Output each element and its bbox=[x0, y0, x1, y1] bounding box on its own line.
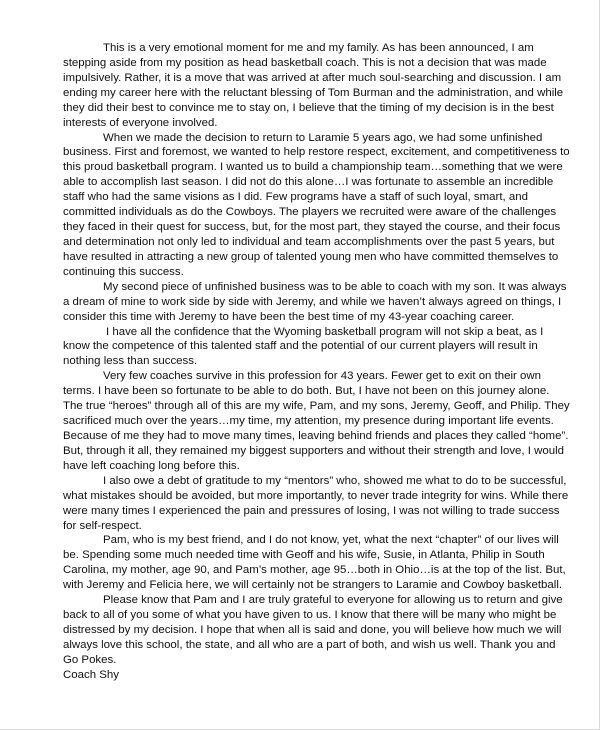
paragraph-next-chapter: Pam, who is my best friend, and I do not know, yet, what the next “chapter” of our lives will be. Spending some much needed time with Geoff and his wife, Susie, in Atlanta, Philip in South Carolina, my mother, age 90, and Pam’s mother, age 95…both in Ohio…is at the top of the list. But, with Jeremy and Felicia here, we will certainly not be strangers to Laramie and Cowboy basketball. bbox=[63, 534, 566, 592]
signature: Coach Shy bbox=[63, 669, 119, 681]
paragraph-mentors: I also owe a debt of gratitude to my “mentors” who, showed me what to do to be successful, what mistakes should be avoided, but more importantly, to never trade integrity for wins. While there were many times I experienced the pain and pressures of losing, I was not willing to trade success for self-respect. bbox=[63, 474, 569, 532]
paragraph-family-heroes: Very few coaches survive in this profession for 43 years. Fewer get to exit on their own terms. I have been so fortunate to be able to do both. But, I have not been on this journey alone. The true “heroes” through all of this are my wife, Pam, and my sons, Jeremy, Geoff, and Philip. They sacrificed much over the years…my time, my attention, my presence during important life events. Because of me they had to move many times, leaving behind friends and places they called “home”. But, through it all, they remained my biggest supporters and without their strength and love, I would have left coaching long before this. bbox=[63, 370, 570, 472]
paragraph-announcement: This is a very emotional moment for me and my family. As has been announced, I am stepping aside from my position as head basketball coach. This is not a decision that was made impulsively. Rather, it is a move that was arrived at after much soul-searching and discussion. I am ending my career here with the reluctant blessing of Tom Burman and the administration, and while they did their best to convince me to stay on, I believe that the timing of my decision is in the best interests of everyone involved. bbox=[63, 42, 564, 129]
paragraph-return-to-laramie: When we made the decision to return to Laramie 5 years ago, we had some unfinished business. First and foremost, we wanted to help restore respect, excitement, and competitiveness to this proud basketball program. I wanted us to build a championship team…something that we were able to accomplish last season. I did not do this alone…I was fortunate to assemble an incredible staff who had the same visions as I did. Few programs have a staff of such loyal, smart, and committed individuals as do the Cowboys. The players we recruited were aware of the challenges they faced in their quest for success, but, for the most part, they stayed the course, and their focus and determination not only led to individual and team accomplishments over the past 5 years, but have resulted in attracting a new group of talented young men who have committed themselves to continuing this success. bbox=[63, 131, 570, 278]
paragraph-coaching-with-son: My second piece of unfinished business was to be able to coach with my son. It was always a dream of mine to work side by side with Jeremy, and while we haven’t always agreed on things, I consider this time with Jeremy to have been the best time of my 43-year coaching career. bbox=[63, 280, 567, 323]
paragraph-gratitude: Please know that Pam and I are truly grateful to everyone for allowing us to return and give back to all of you some of what you have given to us. I know that there will be many who might be distressed by my decision. I hope that when all is said and done, you will believe how much we will always love this school, the state, and all who are a part of both, and wish us well. Thank you and Go Pokes. bbox=[63, 594, 563, 666]
paragraph-program-confidence: I have all the confidence that the Wyoming basketball program will not skip a beat, as I know the competence of this talented staff and the potential of our current players will result in nothing less than success. bbox=[63, 325, 544, 368]
letter-body bbox=[63, 41, 571, 668]
